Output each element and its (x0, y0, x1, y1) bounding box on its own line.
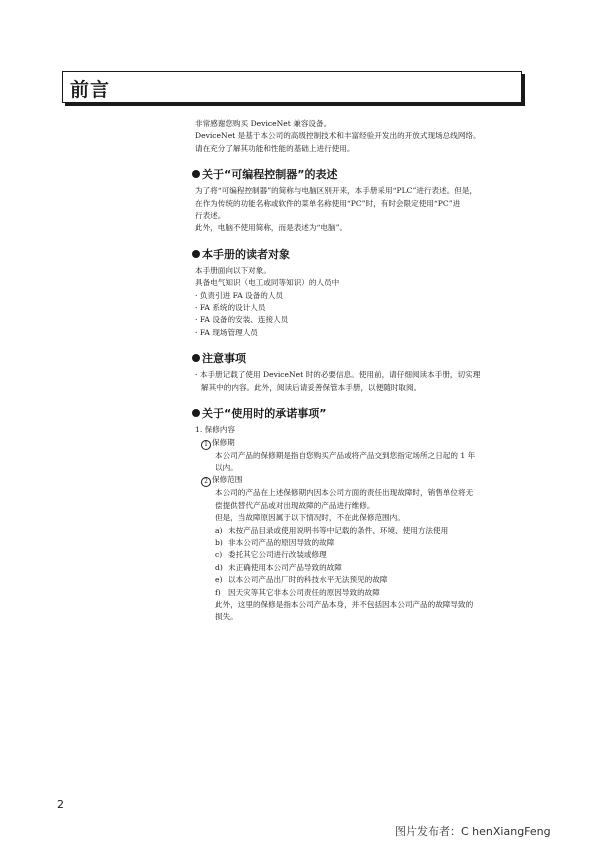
warranty-item-title: 1. 保修内容 (195, 425, 236, 435)
exclusion-item: e) 以本公司产品出厂时的科技水平无法预见的故障 (215, 575, 388, 585)
section-heading-terms: 关于“使用时的承诺事项” (192, 407, 535, 421)
section1-line: 行表述。 (195, 211, 226, 221)
page-number: 2 (57, 798, 64, 811)
intro-line: 请在充分了解其功能和性能的基础上进行使用。 (195, 143, 355, 153)
document-body (195, 118, 535, 624)
intro-line: DeviceNet 是基于本公司的高级控制技术和丰富经验开发出的开放式现场总线网络。 (195, 131, 481, 141)
section2-line: 具备电气知识（电工或同等知识）的人员中 (195, 278, 340, 288)
section2-line: 本手册面向以下对象。 (195, 265, 271, 275)
bullet-dot-icon (192, 409, 200, 417)
circled-number-icon: 1 (201, 440, 211, 450)
exclusion-item: d) 未正确使用本公司产品导致的故障 (215, 562, 342, 572)
page-title-box (62, 71, 522, 103)
warranty-scope-title: 2 保修范围 (195, 474, 535, 487)
section3-line: · 本手册记载了使用 DeviceNet 时的必要信息。使用前，请仔细阅读本手册，切实理 (195, 370, 481, 380)
warranty-period-line: 本公司产品的保修期是指自您购买产品或将产品交到您指定场所之日起的 1 年 (215, 450, 476, 460)
warranty-scope-line: 偿提供替代产品或对出现故障的产品进行维修。 (215, 500, 375, 510)
warranty-scope-line: 本公司的产品在上述保修期内因本公司方面的责任出现故障时，销售单位将无 (215, 488, 474, 498)
exclusion-item: f) 因天灾等其它非本公司责任的原因导致的故障 (215, 587, 380, 597)
reader-list-item: · FA 现场管理人员 (195, 327, 258, 337)
bullet-dot-icon (192, 354, 200, 362)
image-credit: 图片发布者：C henXiangFeng (395, 825, 551, 838)
section1-line: 此外，电脑不使用简称，而是表述为“电脑”。 (195, 223, 348, 233)
page-title: 前言 (70, 79, 111, 101)
bullet-dot-icon (192, 250, 200, 258)
intro-line: 非常感谢您购买 DeviceNet 兼容设备。 (195, 119, 332, 128)
warranty-period-title: 1 保修期 (195, 437, 535, 450)
warranty-closing-line: 此外，这里的保修是指本公司产品本身，并不包括因本公司产品的故障导致的 (215, 599, 474, 609)
section1-line: 为了将“可编程控制器”的简称与电脑区别开来，本手册采用“PLC”进行表述。但是， (195, 186, 478, 196)
section-heading-notes: 注意事项 (192, 352, 535, 366)
exclusion-item: b) 非本公司产品的原因导致的故障 (215, 537, 335, 547)
section3-line: 解其中的内容。此外，阅读后请妥善保管本手册，以便随时取阅。 (201, 382, 422, 392)
reader-list-item: · 负责引进 FA 设备的人员 (195, 290, 284, 300)
section-heading-readers: 本手册的读者对象 (192, 248, 535, 262)
section-heading-plc-notation: 关于“可编程控制器”的表述 (192, 168, 535, 182)
section1-line: 在作为传统的功能名称或软件的菜单名称使用“PC”时，有时会限定使用“PC”进 (195, 198, 461, 208)
warranty-closing-line: 损失。 (215, 612, 238, 622)
bullet-dot-icon (192, 170, 200, 178)
reader-list-item: · FA 系统的设计人员 (195, 303, 266, 313)
reader-list-item: · FA 设备的安装、连接人员 (195, 315, 289, 325)
circled-number-icon: 2 (201, 477, 211, 487)
warranty-scope-line: 但是，当故障原因属于以下情况时，不在此保修范围内。 (215, 513, 405, 523)
warranty-period-line: 以内。 (215, 462, 238, 472)
exclusion-item: a) 未按产品目录或使用说明书等中记载的条件、环境、使用方法使用 (215, 525, 449, 535)
exclusion-item: c) 委托其它公司进行改装或修理 (215, 550, 327, 560)
